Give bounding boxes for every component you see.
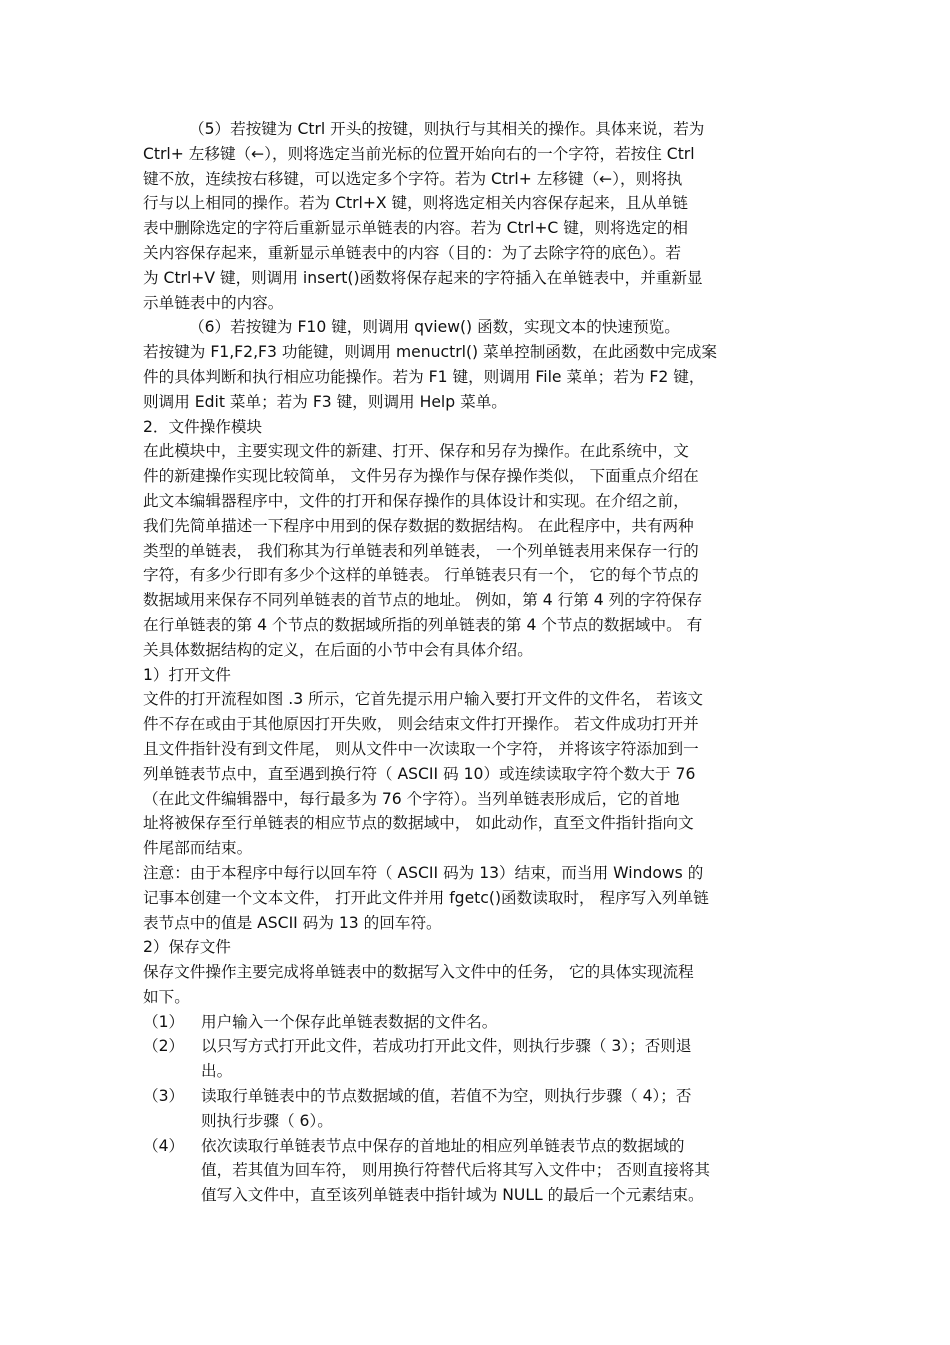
note-line: 记事本创建一个文本文件， 打开此文件并用 fgetc()函数读取时， 程序写入列单链 xyxy=(143,888,709,907)
text-line: 则调用 Edit 菜单；若为 F3 键，则调用 Help 菜单。 xyxy=(143,392,507,411)
step-number: （1） xyxy=(143,1012,185,1031)
step-text: 用户输入一个保存此单链表数据的文件名。 xyxy=(201,1012,498,1031)
text-line: 在此模块中，主要实现文件的新建、打开、保存和另存为操作。在此系统中，文 xyxy=(143,442,689,461)
text-line: 键不放，连续按右移键，可以选定多个字符。若为 Ctrl+ 左移键（←），则将执 xyxy=(143,169,683,188)
step-text: 依次读取行单链表节点中保存的首地址的相应列单链表节点的数据域的 xyxy=(201,1136,685,1155)
text-line: 类型的单链表， 我们称其为行单链表和列单链表， 一个列单链表用来保存一行的 xyxy=(143,541,699,560)
text-line: （5）若按键为 Ctrl 开头的按键，则执行与其相关的操作。具体来说，若为 xyxy=(189,120,705,138)
text-line: 表中删除选定的字符后重新显示单链表的内容。若为 Ctrl+C 键，则将选定的相 xyxy=(143,219,689,238)
step-number: （3） xyxy=(143,1087,185,1106)
text-line: 关内容保存起来，重新显示单链表中的内容（目的：为了去除字符的底色）。若 xyxy=(143,243,681,262)
text-line: （在此文件编辑器中，每行最多为 76 个字符）。当列单链表形成后，它的首地 xyxy=(143,789,680,808)
subsection-heading: 2）保存文件 xyxy=(143,938,231,957)
text-line: 保存文件操作主要完成将单链表中的数据写入文件中的任务， 它的具体实现流程 xyxy=(143,963,694,982)
text-line: 件不存在或由于其他原因打开失败， 则会结束文件打开操作。 若文件成功打开并 xyxy=(143,715,699,734)
step-text-continued: 值写入文件中，直至该列单链表中指针域为 NULL 的最后一个元素结束。 xyxy=(201,1186,704,1205)
subsection-heading: 1）打开文件 xyxy=(143,665,231,684)
text-line: 件尾部而结束。 xyxy=(143,839,253,858)
text-line: 若按键为 F1,F2,F3 功能键，则调用 menuctrl() 菜单控制函数，在此函数中完成案 xyxy=(143,343,717,362)
text-line: 行与以上相同的操作。若为 Ctrl+X 键，则将选定相关内容保存起来，且从单链 xyxy=(143,194,688,213)
step-item xyxy=(143,1034,813,1059)
text-line: Ctrl+ 左移键（←），则将选定当前光标的位置开始向右的一个字符，若按住 Ctrl xyxy=(143,144,695,163)
text-line: 为 Ctrl+V 键，则调用 insert()函数将保存起来的字符插入在单链表中，并重新显 xyxy=(143,268,703,287)
text-line: 列单链表节点中，直至遇到换行符（ ASCII 码 10）或连续读取字符个数大于 76 xyxy=(143,764,696,783)
text-line: 件的新建操作实现比较简单， 文件另存为操作与保存操作类似， 下面重点介绍在 xyxy=(143,467,699,486)
step-item xyxy=(143,1084,813,1109)
text-line: 在行单链表的第 4 个节点的数据域所指的列单链表的第 4 个节点的数据域中。 有 xyxy=(143,615,703,634)
text-line: 此文本编辑器程序中，文件的打开和保存操作的具体设计和实现。在介绍之前， xyxy=(143,491,689,510)
step-item xyxy=(143,1134,813,1159)
text-line: 示单链表中的内容。 xyxy=(143,293,284,312)
step-number: （4） xyxy=(143,1136,185,1155)
text-line: 件的具体判断和执行相应功能操作。若为 F1 键，则调用 File 菜单；若为 F2 键， xyxy=(143,367,705,386)
step-text: 以只写方式打开此文件，若成功打开此文件，则执行步骤（ 3）；否则退 xyxy=(201,1037,692,1056)
note-line: 注意：由于本程序中每行以回车符（ ASCII 码为 13）结束，而当用 Windows 的 xyxy=(143,863,704,882)
step-text: 读取行单链表中的节点数据域的值，若值不为空，则执行步骤（ 4）；否 xyxy=(201,1087,692,1106)
step-text-continued: 值，若其值为回车符， 则用换行符替代后将其写入文件中； 否则直接将其 xyxy=(201,1161,710,1180)
step-text-continued: 则执行步骤（ 6）。 xyxy=(201,1111,333,1130)
text-line: 数据域用来保存不同列单链表的首节点的地址。 例如，第 4 行第 4 列的字符保存 xyxy=(143,591,703,610)
step-item xyxy=(143,1010,813,1035)
step-number: （2） xyxy=(143,1037,185,1056)
text-line: 文件的打开流程如图 .3 所示，它首先提示用户输入要打开文件的文件名， 若该文 xyxy=(143,690,703,709)
text-line: 关具体数据结构的定义，在后面的小节中会有具体介绍。 xyxy=(143,640,533,659)
text-line: 且文件指针没有到文件尾， 则从文件中一次读取一个字符， 并将该字符添加到一 xyxy=(143,739,699,758)
note-line: 表节点中的值是 ASCII 码为 13 的回车符。 xyxy=(143,913,442,932)
text-line: 我们先简单描述一下程序中用到的保存数据的数据结构。 在此程序中，共有两种 xyxy=(143,516,694,535)
step-text-continued: 出。 xyxy=(201,1062,233,1081)
section-heading: 2．文件操作模块 xyxy=(143,417,263,436)
text-line: 如下。 xyxy=(143,987,190,1006)
text-line: 址将被保存至行单链表的相应节点的数据域中， 如此动作，直至文件指针指向文 xyxy=(143,814,694,833)
text-line: （6）若按键为 F10 键，则调用 qview() 函数，实现文本的快速预览。 xyxy=(189,318,680,337)
text-line: 字符，有多少行即有多少个这样的单链表。 行单链表只有一个， 它的每个节点的 xyxy=(143,566,699,585)
document-body xyxy=(143,117,813,1208)
